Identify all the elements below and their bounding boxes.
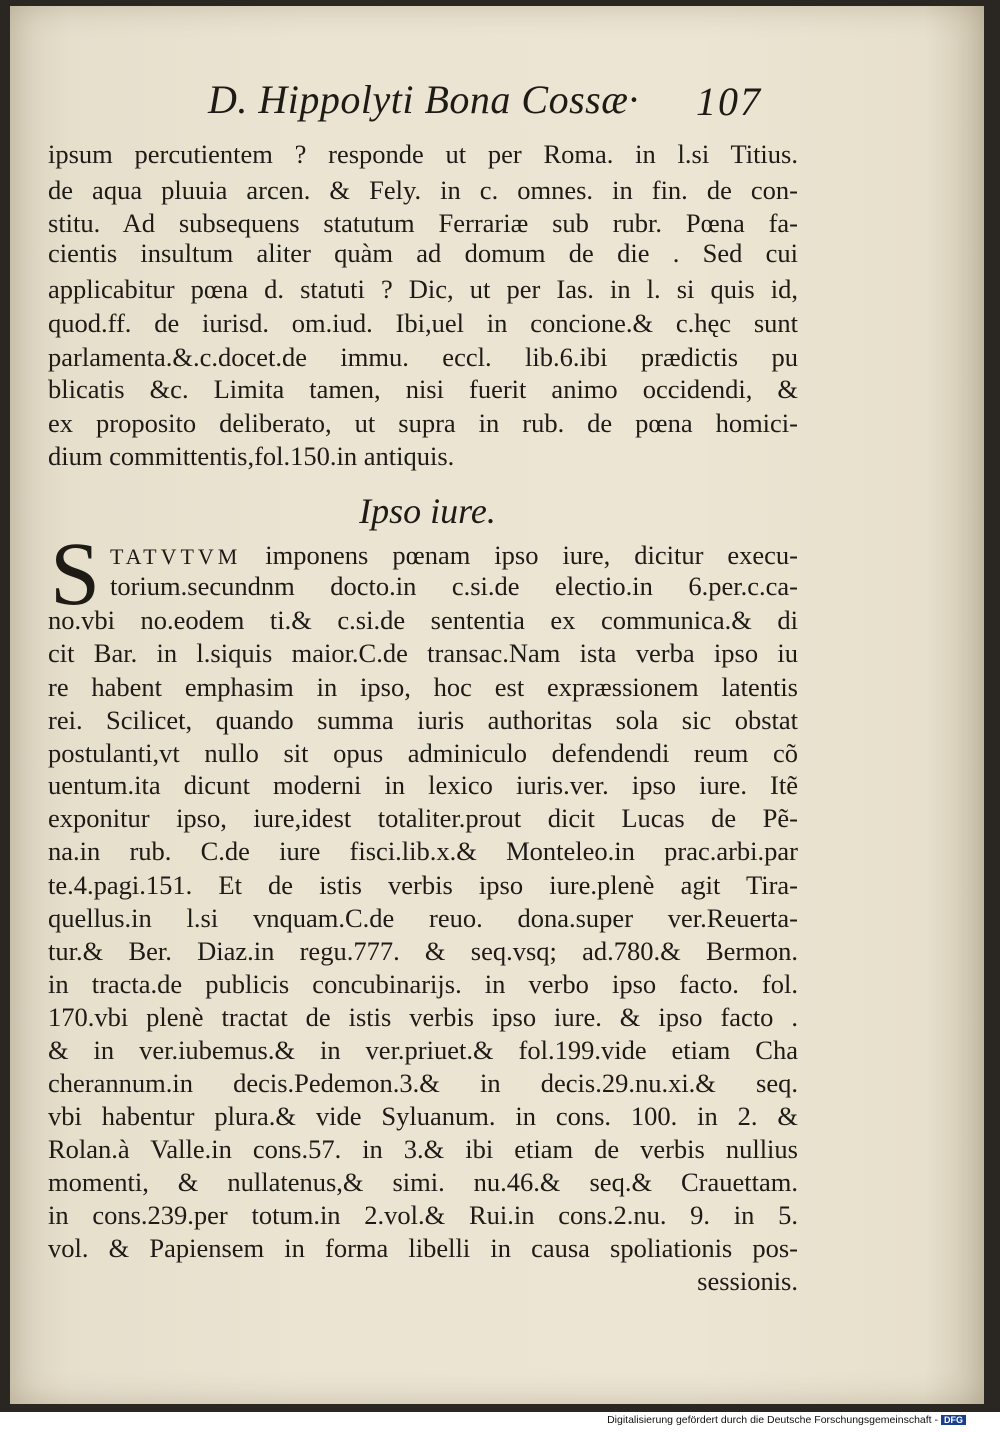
text-line: cherannum.in decis.Pedemon.3.& in decis.29.nu.xi.& seq. — [48, 1068, 798, 1098]
text-line: blicatis &c. Limita tamen, nisi fuerit animo occidendi, & — [48, 374, 798, 404]
section-heading: Ipso iure. — [359, 491, 496, 531]
text-line: uentum.ita dicunt moderni in lexico iuris.ver. ipso iure. Itẽ — [48, 770, 798, 800]
text-line: 170.vbi plenè tractat de istis verbis ipso iure. & ipso facto . — [48, 1002, 798, 1032]
text-line: dium committentis,fol.150.in antiquis. — [48, 441, 455, 471]
text-line: re habent emphasim in ipso, hoc est expræssionem latentis — [48, 672, 798, 702]
text-line: torium.secundnm docto.in c.si.de electio.in 6.per.c.ca- — [110, 571, 798, 601]
dfg-logo: DFG — [941, 1415, 966, 1425]
text-line: quellus.in l.si vnquam.C.de reuo. dona.super ver.Reuerta- — [48, 903, 798, 933]
credit-text: Digitalisierung gefördert durch die Deutsche Forschungsgemeinschaft - — [607, 1414, 938, 1426]
text-line: rei. Scilicet, quando summa iuris authoritas sola sic obstat — [48, 705, 798, 735]
running-title: D. Hippolyti Bona Cossæ· — [208, 77, 639, 122]
text-line: te.4.pagi.151. Et de istis verbis ipso iure.plenè agit Tira- — [48, 870, 798, 900]
text-line: in cons.239.per totum.in 2.vol.& Rui.in cons.2.nu. 9. in 5. — [48, 1200, 798, 1230]
text-line: vbi habentur plura.& vide Syluanum. in cons. 100. in 2. & — [48, 1101, 798, 1131]
text-line: cit Bar. in l.siquis maior.C.de transac.Nam ista verba ipso iu — [48, 638, 798, 668]
text-line: in tracta.de publicis concubinarijs. in verbo ipso facto. fol. — [48, 969, 798, 999]
text-line: no.vbi no.eodem ti.& c.si.de sententia ex communica.& di — [48, 605, 798, 635]
text-line: ipsum percutientem ? responde ut per Roma. in l.si Titius. — [48, 139, 798, 169]
book-page — [10, 6, 984, 1404]
text-line: de aqua pluuia arcen. & Fely. in c. omnes. in fin. de con- — [48, 175, 798, 205]
text-line: quod.ff. de iurisd. om.iud. Ibi,uel in concione.& c.hęc sunt — [48, 308, 798, 338]
text-line: postulanti,vt nullo sit opus adminiculo defendendi reum cõ — [48, 738, 798, 768]
text-line: ex proposito deliberato, ut supra in rub. de pœna homici- — [48, 408, 798, 438]
text-line: parlamenta.&.c.docet.de immu. eccl. lib.6.ibi prædictis pu — [48, 342, 798, 372]
text-line: momenti, & nullatenus,& simi. nu.46.& seq.& Crauettam. — [48, 1167, 798, 1197]
text-line: tur.& Ber. Diaz.in regu.777. & seq.vsq; ad.780.& Bermon. — [48, 936, 798, 966]
text-line: sessionis. — [697, 1266, 798, 1296]
drop-cap: S — [50, 525, 101, 624]
page-number: 107 — [696, 79, 762, 124]
text-line: na.in rub. C.de iure fisci.lib.x.& Monteleo.in prac.arbi.par — [48, 836, 798, 866]
text-line: vol. & Papiensem in forma libelli in causa spoliationis pos- — [48, 1233, 798, 1263]
text-line: Rolan.à Valle.in cons.57. in 3.& ibi etiam de verbis nullius — [48, 1134, 798, 1164]
first-line-rest: imponens pœnam ipso iure, dicitur execu- — [241, 540, 798, 570]
text-line: & in ver.iubemus.& in ver.priuet.& fol.199.vide etiam Cha — [48, 1035, 798, 1065]
text-line: exponitur ipso, iure,idest totaliter.prout dicit Lucas de Pẽ- — [48, 803, 798, 833]
text-line: cientis insultum aliter quàm ad domum de die . Sed cui — [48, 238, 798, 268]
text-line: applicabitur pœna d. statuti ? Dic, ut per Ias. in l. si quis id, — [48, 274, 798, 304]
smallcaps-word: TATVTVM — [110, 544, 242, 569]
digitization-credit — [607, 1414, 966, 1426]
text-line: stitu. Ad subsequens statutum Ferrariæ sub rubr. Pœna fa- — [48, 208, 798, 238]
